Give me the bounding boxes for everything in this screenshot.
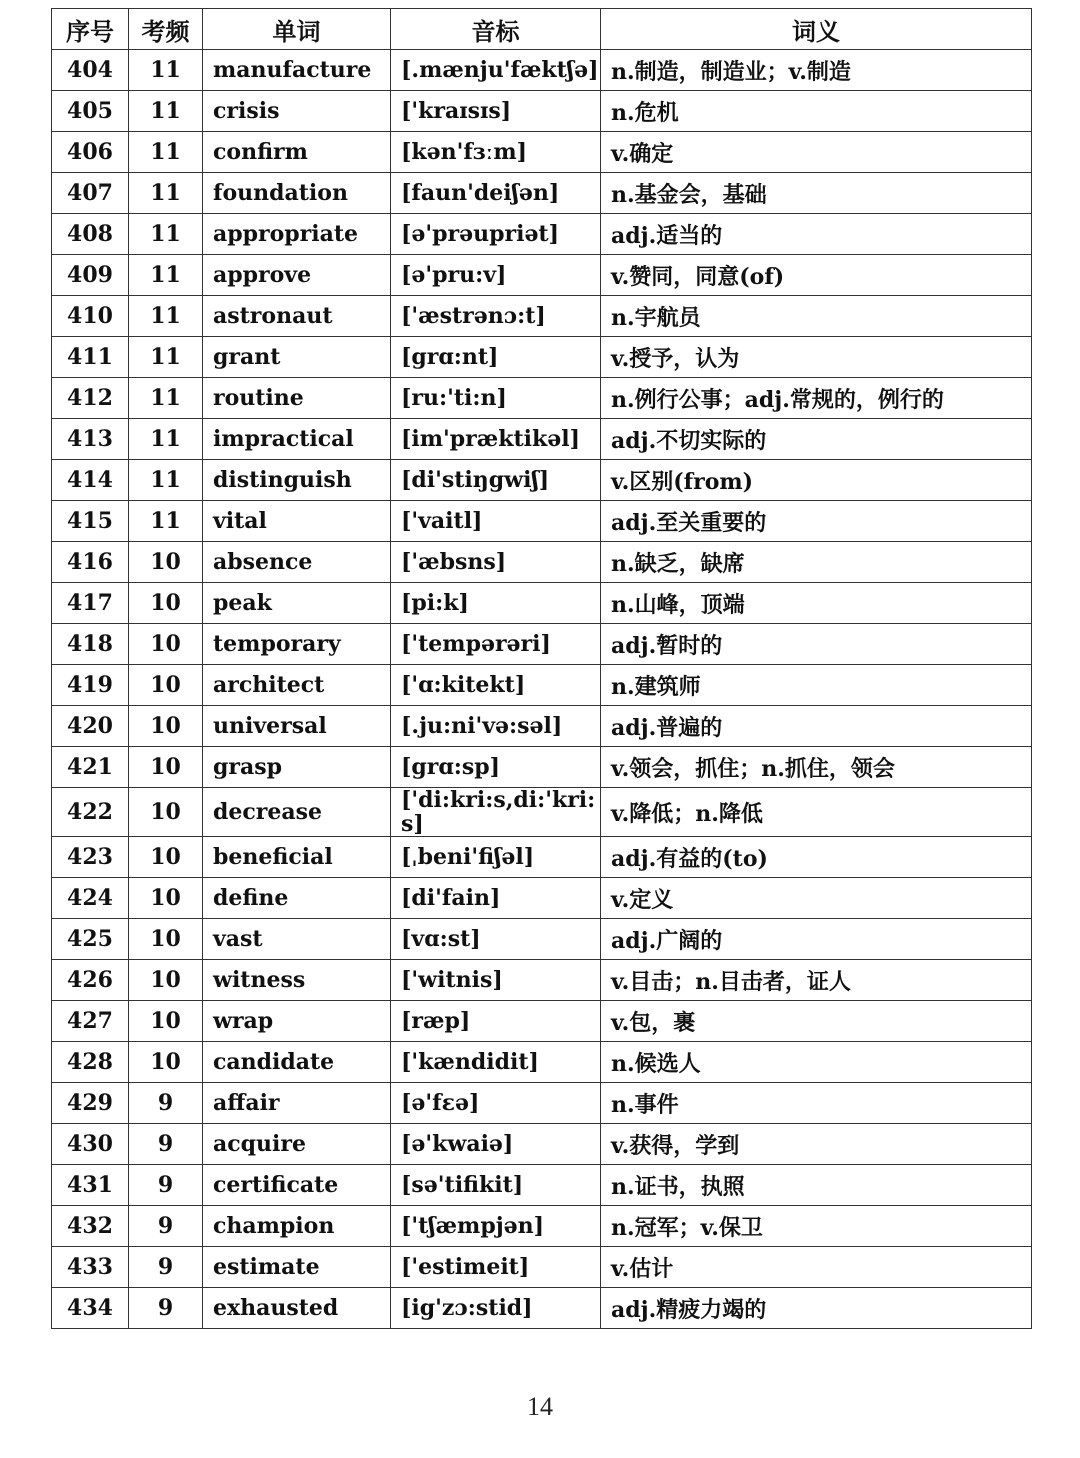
cell-number: 430 <box>52 1124 129 1165</box>
cell-meaning: adj.至关重要的 <box>601 501 1032 542</box>
cell-meaning: v.包，裹 <box>601 1001 1032 1042</box>
table-row <box>52 296 1032 337</box>
cell-phonetic: [ru:'ti:n] <box>391 378 601 419</box>
table-row <box>52 665 1032 706</box>
cell-frequency: 9 <box>129 1288 203 1329</box>
cell-number: 424 <box>52 878 129 919</box>
cell-word: estimate <box>203 1247 391 1288</box>
cell-meaning: v.授予，认为 <box>601 337 1032 378</box>
cell-word: peak <box>203 583 391 624</box>
cell-phonetic: [ˌbeni'fiʃəl] <box>391 837 601 878</box>
cell-phonetic: [vɑ:st] <box>391 919 601 960</box>
vocabulary-table <box>51 8 1032 1329</box>
cell-meaning: n.建筑师 <box>601 665 1032 706</box>
cell-phonetic: ['estimeit] <box>391 1247 601 1288</box>
cell-phonetic: [faun'deiʃən] <box>391 173 601 214</box>
cell-frequency: 11 <box>129 460 203 501</box>
cell-frequency: 9 <box>129 1124 203 1165</box>
cell-frequency: 11 <box>129 337 203 378</box>
cell-number: 422 <box>52 788 129 837</box>
cell-meaning: v.估计 <box>601 1247 1032 1288</box>
cell-meaning: v.领会，抓住；n.抓住，领会 <box>601 747 1032 788</box>
cell-phonetic: [sə'tifikit] <box>391 1165 601 1206</box>
cell-number: 414 <box>52 460 129 501</box>
table-row <box>52 91 1032 132</box>
cell-phonetic: [.ju:ni'və:səl] <box>391 706 601 747</box>
cell-number: 421 <box>52 747 129 788</box>
cell-meaning: n.制造，制造业；v.制造 <box>601 50 1032 91</box>
cell-phonetic: ['æstrənɔ:t] <box>391 296 601 337</box>
cell-word: wrap <box>203 1001 391 1042</box>
table-row <box>52 1083 1032 1124</box>
cell-frequency: 11 <box>129 501 203 542</box>
cell-number: 431 <box>52 1165 129 1206</box>
cell-frequency: 11 <box>129 255 203 296</box>
cell-frequency: 10 <box>129 1001 203 1042</box>
table-row <box>52 747 1032 788</box>
table-row <box>52 542 1032 583</box>
table-row <box>52 419 1032 460</box>
cell-word: candidate <box>203 1042 391 1083</box>
cell-word: exhausted <box>203 1288 391 1329</box>
cell-phonetic: [ig'zɔ:stid] <box>391 1288 601 1329</box>
cell-number: 419 <box>52 665 129 706</box>
cell-word: impractical <box>203 419 391 460</box>
cell-word: champion <box>203 1206 391 1247</box>
cell-number: 410 <box>52 296 129 337</box>
cell-meaning: adj.暂时的 <box>601 624 1032 665</box>
cell-frequency: 10 <box>129 624 203 665</box>
cell-meaning: n.冠军；v.保卫 <box>601 1206 1032 1247</box>
cell-word: vital <box>203 501 391 542</box>
table-row <box>52 919 1032 960</box>
cell-meaning: v.确定 <box>601 132 1032 173</box>
cell-word: astronaut <box>203 296 391 337</box>
table-row <box>52 960 1032 1001</box>
cell-phonetic: ['tʃæmpjən] <box>391 1206 601 1247</box>
cell-meaning: n.证书，执照 <box>601 1165 1032 1206</box>
cell-frequency: 10 <box>129 542 203 583</box>
cell-number: 423 <box>52 837 129 878</box>
table-row <box>52 50 1032 91</box>
table-row <box>52 460 1032 501</box>
cell-phonetic: ['vaitl] <box>391 501 601 542</box>
cell-number: 409 <box>52 255 129 296</box>
table-row <box>52 255 1032 296</box>
cell-frequency: 11 <box>129 132 203 173</box>
cell-meaning: adj.普遍的 <box>601 706 1032 747</box>
cell-number: 415 <box>52 501 129 542</box>
cell-phonetic: ['kraɪsɪs] <box>391 91 601 132</box>
cell-word: universal <box>203 706 391 747</box>
cell-number: 416 <box>52 542 129 583</box>
cell-number: 432 <box>52 1206 129 1247</box>
cell-phonetic: [ə'pru:v] <box>391 255 601 296</box>
cell-phonetic: [ə'prəupriət] <box>391 214 601 255</box>
cell-meaning: n.基金会，基础 <box>601 173 1032 214</box>
table-row <box>52 878 1032 919</box>
cell-word: crisis <box>203 91 391 132</box>
table-row <box>52 624 1032 665</box>
cell-number: 413 <box>52 419 129 460</box>
cell-meaning: adj.精疲力竭的 <box>601 1288 1032 1329</box>
cell-frequency: 9 <box>129 1083 203 1124</box>
cell-number: 417 <box>52 583 129 624</box>
cell-frequency: 11 <box>129 173 203 214</box>
cell-meaning: n.事件 <box>601 1083 1032 1124</box>
table-row <box>52 173 1032 214</box>
cell-number: 405 <box>52 91 129 132</box>
cell-phonetic: ['witnis] <box>391 960 601 1001</box>
cell-word: acquire <box>203 1124 391 1165</box>
cell-phonetic: [ræp] <box>391 1001 601 1042</box>
cell-frequency: 10 <box>129 878 203 919</box>
cell-word: distinguish <box>203 460 391 501</box>
cell-frequency: 10 <box>129 583 203 624</box>
cell-meaning: n.危机 <box>601 91 1032 132</box>
table-row <box>52 583 1032 624</box>
cell-phonetic: ['kændidit] <box>391 1042 601 1083</box>
table-row <box>52 1206 1032 1247</box>
header-number: 序号 <box>52 9 129 50</box>
cell-frequency: 11 <box>129 214 203 255</box>
header-word: 单词 <box>203 9 391 50</box>
cell-phonetic: [im'præktikəl] <box>391 419 601 460</box>
cell-meaning: v.赞同，同意(of) <box>601 255 1032 296</box>
cell-frequency: 11 <box>129 50 203 91</box>
cell-word: approve <box>203 255 391 296</box>
cell-phonetic: [.mænju'fæktʃə] <box>391 50 601 91</box>
cell-word: grant <box>203 337 391 378</box>
cell-meaning: v.目击；n.目击者，证人 <box>601 960 1032 1001</box>
cell-phonetic: [di'fain] <box>391 878 601 919</box>
cell-meaning: n.缺乏，缺席 <box>601 542 1032 583</box>
cell-frequency: 10 <box>129 919 203 960</box>
cell-phonetic: ['di:kri:s,di:'kri:s] <box>391 788 601 837</box>
table-row <box>52 378 1032 419</box>
cell-number: 425 <box>52 919 129 960</box>
table-row <box>52 1247 1032 1288</box>
cell-frequency: 10 <box>129 747 203 788</box>
cell-meaning: n.山峰，顶端 <box>601 583 1032 624</box>
table-header-row <box>52 9 1032 50</box>
header-meaning: 词义 <box>601 9 1032 50</box>
cell-word: foundation <box>203 173 391 214</box>
cell-meaning: n.候选人 <box>601 1042 1032 1083</box>
cell-phonetic: [grɑ:nt] <box>391 337 601 378</box>
cell-word: absence <box>203 542 391 583</box>
cell-frequency: 9 <box>129 1165 203 1206</box>
cell-number: 404 <box>52 50 129 91</box>
table-row <box>52 837 1032 878</box>
cell-number: 420 <box>52 706 129 747</box>
cell-meaning: n.宇航员 <box>601 296 1032 337</box>
table-row <box>52 1165 1032 1206</box>
cell-frequency: 10 <box>129 788 203 837</box>
cell-word: beneficial <box>203 837 391 878</box>
cell-phonetic: ['ɑ:kitekt] <box>391 665 601 706</box>
cell-frequency: 10 <box>129 1042 203 1083</box>
cell-number: 406 <box>52 132 129 173</box>
cell-word: vast <box>203 919 391 960</box>
cell-number: 418 <box>52 624 129 665</box>
cell-word: define <box>203 878 391 919</box>
cell-number: 434 <box>52 1288 129 1329</box>
cell-frequency: 10 <box>129 665 203 706</box>
cell-word: decrease <box>203 788 391 837</box>
cell-frequency: 11 <box>129 419 203 460</box>
cell-number: 412 <box>52 378 129 419</box>
cell-number: 408 <box>52 214 129 255</box>
cell-number: 411 <box>52 337 129 378</box>
cell-phonetic: [grɑ:sp] <box>391 747 601 788</box>
cell-frequency: 9 <box>129 1206 203 1247</box>
cell-word: appropriate <box>203 214 391 255</box>
cell-phonetic: [ə'kwaiə] <box>391 1124 601 1165</box>
table-body <box>52 50 1032 1329</box>
header-frequency: 考频 <box>129 9 203 50</box>
cell-number: 433 <box>52 1247 129 1288</box>
cell-meaning: adj.有益的(to) <box>601 837 1032 878</box>
cell-meaning: v.区别(from) <box>601 460 1032 501</box>
cell-meaning: v.降低；n.降低 <box>601 788 1032 837</box>
cell-word: affair <box>203 1083 391 1124</box>
cell-meaning: v.获得，学到 <box>601 1124 1032 1165</box>
table-row <box>52 1288 1032 1329</box>
cell-frequency: 11 <box>129 91 203 132</box>
cell-word: grasp <box>203 747 391 788</box>
table-row <box>52 132 1032 173</box>
cell-phonetic: [pi:k] <box>391 583 601 624</box>
cell-meaning: adj.适当的 <box>601 214 1032 255</box>
cell-frequency: 11 <box>129 378 203 419</box>
cell-meaning: adj.不切实际的 <box>601 419 1032 460</box>
cell-word: temporary <box>203 624 391 665</box>
cell-meaning: adj.广阔的 <box>601 919 1032 960</box>
cell-meaning: v.定义 <box>601 878 1032 919</box>
cell-frequency: 11 <box>129 296 203 337</box>
cell-word: manufacture <box>203 50 391 91</box>
cell-phonetic: ['tempərəri] <box>391 624 601 665</box>
header-phonetic: 音标 <box>391 9 601 50</box>
cell-phonetic: [kən'fɜːm] <box>391 132 601 173</box>
cell-word: confirm <box>203 132 391 173</box>
cell-frequency: 10 <box>129 706 203 747</box>
table-row <box>52 1001 1032 1042</box>
table-row <box>52 706 1032 747</box>
cell-phonetic: [di'stiŋgwiʃ] <box>391 460 601 501</box>
cell-meaning: n.例行公事；adj.常规的，例行的 <box>601 378 1032 419</box>
cell-phonetic: ['æbsns] <box>391 542 601 583</box>
cell-frequency: 10 <box>129 960 203 1001</box>
table-row <box>52 1124 1032 1165</box>
cell-number: 407 <box>52 173 129 214</box>
cell-frequency: 10 <box>129 837 203 878</box>
table-row <box>52 788 1032 837</box>
cell-word: certificate <box>203 1165 391 1206</box>
cell-phonetic: [ə'fɛə] <box>391 1083 601 1124</box>
cell-number: 426 <box>52 960 129 1001</box>
page-number: 14 <box>527 1392 553 1421</box>
cell-word: routine <box>203 378 391 419</box>
cell-number: 429 <box>52 1083 129 1124</box>
table-row <box>52 501 1032 542</box>
cell-frequency: 9 <box>129 1247 203 1288</box>
table-row <box>52 1042 1032 1083</box>
cell-word: architect <box>203 665 391 706</box>
table-row <box>52 214 1032 255</box>
cell-number: 428 <box>52 1042 129 1083</box>
cell-word: witness <box>203 960 391 1001</box>
table-row <box>52 337 1032 378</box>
cell-number: 427 <box>52 1001 129 1042</box>
